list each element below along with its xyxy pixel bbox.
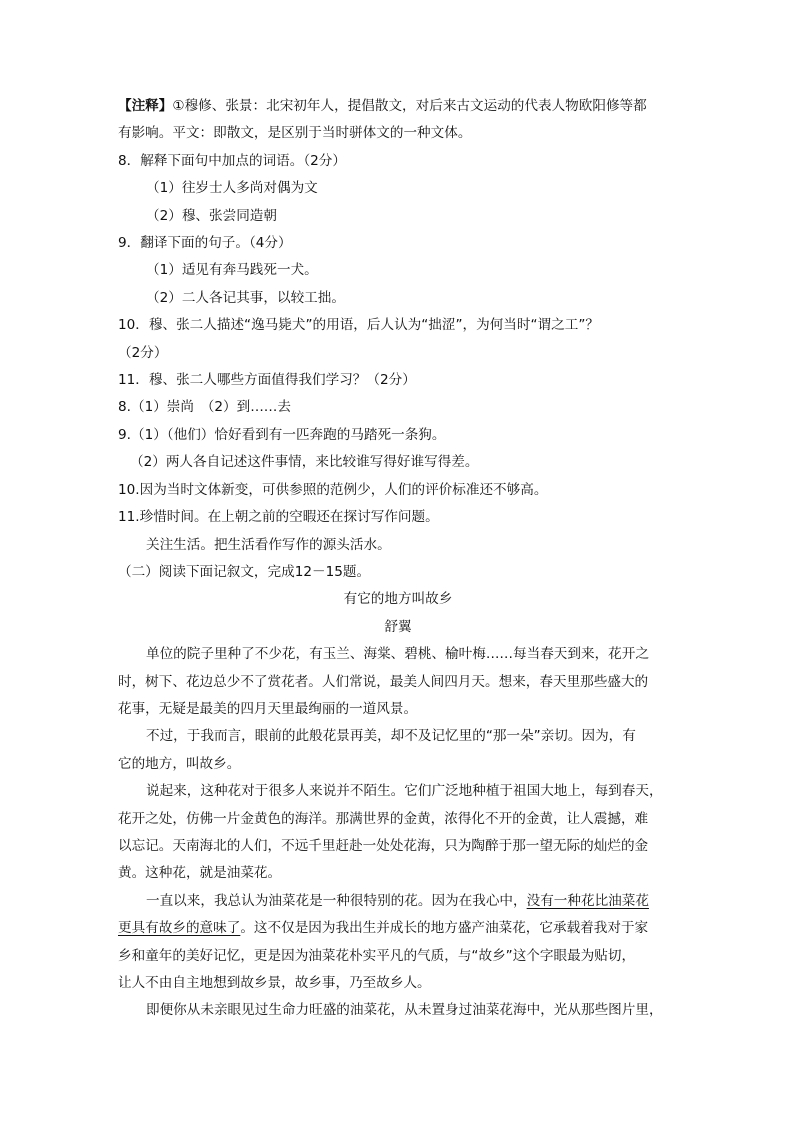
document-page bbox=[118, 93, 678, 1025]
question-11: 11．穆、张二人哪些方面值得我们学习？（2分） bbox=[118, 372, 416, 389]
note-line-1 bbox=[118, 93, 678, 120]
paragraph-3-line-2: 花开之处，仿佛一片金黄色的海洋。那满世界的金黄，浓得化不开的金黄，让人震撼，难 bbox=[118, 810, 649, 827]
paragraph-5-line-1: 即便你从未亲眼见过生命力旺盛的油菜花，从未置身过油菜花海中，光从那些图片里， bbox=[146, 1002, 663, 1019]
question-9-item-2: （2）二人各记其事，以较工拙。 bbox=[146, 289, 345, 306]
section-heading: （二）阅读下面记叙文，完成12－15题。 bbox=[118, 563, 371, 580]
article-title: 有它的地方叫故乡 bbox=[343, 591, 453, 608]
paragraph-1-line-3: 花事，无疑是最美的四月天里最绚丽的一道风景。 bbox=[118, 700, 418, 717]
answer-11-1: 11.珍惜时间。在上朝之前的空暇还在探讨写作问题。 bbox=[118, 509, 439, 526]
paragraph-3-line-3: 以忘记。天南海北的人们，不远千里赶赴一处处花海，只为陶醉于那一望无际的灿烂的金 bbox=[118, 837, 649, 854]
answer-11-2: 关注生活。把生活看作写作的源头活水。 bbox=[146, 536, 391, 553]
paragraph-4-text-2: 。这不仅是因为我出生并成长的地方盛产油菜花，它承载着我对于家 bbox=[240, 920, 649, 937]
paragraph-4-line-1 bbox=[118, 888, 678, 915]
paragraph-1-line-2: 时，树下、花边总少不了赏花者。人们常说，最美人间四月天。想来，春天里那些盛大的 bbox=[118, 673, 649, 690]
question-10: 10．穆、张二人描述“逸马毙犬”的用语，后人认为“拙涩”，为何当时“谓之工”？ bbox=[118, 317, 599, 334]
note-text-1: ①穆修、张景：北宋初年人，提倡散文，对后来古文运动的代表人物欧阳修等都 bbox=[172, 98, 647, 114]
paragraph-2-line-1: 不过，于我而言，眼前的此般花景再美，却不及记忆里的“那一朵”亲切。因为，有 bbox=[146, 728, 636, 745]
article-author: 舒翼 bbox=[384, 618, 412, 635]
note-line-2: 有影响。平文：即散文，是区别于当时骈体文的一种文体。 bbox=[118, 125, 472, 142]
question-8-item-2: （2）穆、张尝同造朝 bbox=[146, 207, 277, 224]
answer-10: 10.因为当时文体新变，可供参照的范例少，人们的评价标准还不够高。 bbox=[118, 481, 548, 498]
question-8: 8．解释下面句中加点的词语。（2分） bbox=[118, 152, 346, 169]
question-10-points: （2分） bbox=[118, 344, 168, 361]
answer-8: 8.（1）崇尚 （2）到……去 bbox=[118, 399, 291, 416]
question-9: 9．翻译下面的句子。（4分） bbox=[118, 235, 292, 252]
paragraph-4-line-2 bbox=[118, 915, 678, 942]
question-9-item-1: （1）适见有奔马践死一犬。 bbox=[146, 262, 318, 279]
paragraph-4-line-4: 让人不由自主地想到故乡景，故乡事，乃至故乡人。 bbox=[118, 975, 431, 991]
question-8-item-1: （1）往岁士人多尚对偶为文 bbox=[146, 180, 318, 197]
underlined-sentence-part-2: 更具有故乡的意味了 bbox=[118, 920, 241, 937]
paragraph-3-line-4: 黄。这种花，就是油菜花。 bbox=[118, 865, 282, 882]
paragraph-1-line-1: 单位的院子里种了不少花，有玉兰、海棠、碧桃、榆叶梅……每当春天到来，花开之 bbox=[146, 646, 649, 663]
underlined-sentence-part-1: 没有一种花比油菜花 bbox=[526, 892, 649, 909]
answer-9-1: 9.（1）（他们）恰好看到有一匹奔跑的马踏死一条狗。 bbox=[118, 426, 446, 443]
paragraph-2-line-2: 它的地方，叫故乡。 bbox=[118, 755, 241, 772]
answer-9-2: （2）两人各自记述这件事情，来比较谁写得好谁写得差。 bbox=[130, 454, 479, 471]
paragraph-4-line-3: 乡和童年的美好记忆，更是因为油菜花朴实平凡的气质，与“故乡”这个字眼最为贴切， bbox=[118, 947, 636, 964]
note-label: 【注释】 bbox=[118, 98, 173, 114]
paragraph-3-line-1: 说起来，这种花对于很多人来说并不陌生。它们广泛地种植于祖国大地上，每到春天， bbox=[146, 783, 663, 800]
paragraph-4-text-1: 一直以来，我总认为油菜花是一种很特别的花。因为在我心中， bbox=[146, 892, 527, 909]
